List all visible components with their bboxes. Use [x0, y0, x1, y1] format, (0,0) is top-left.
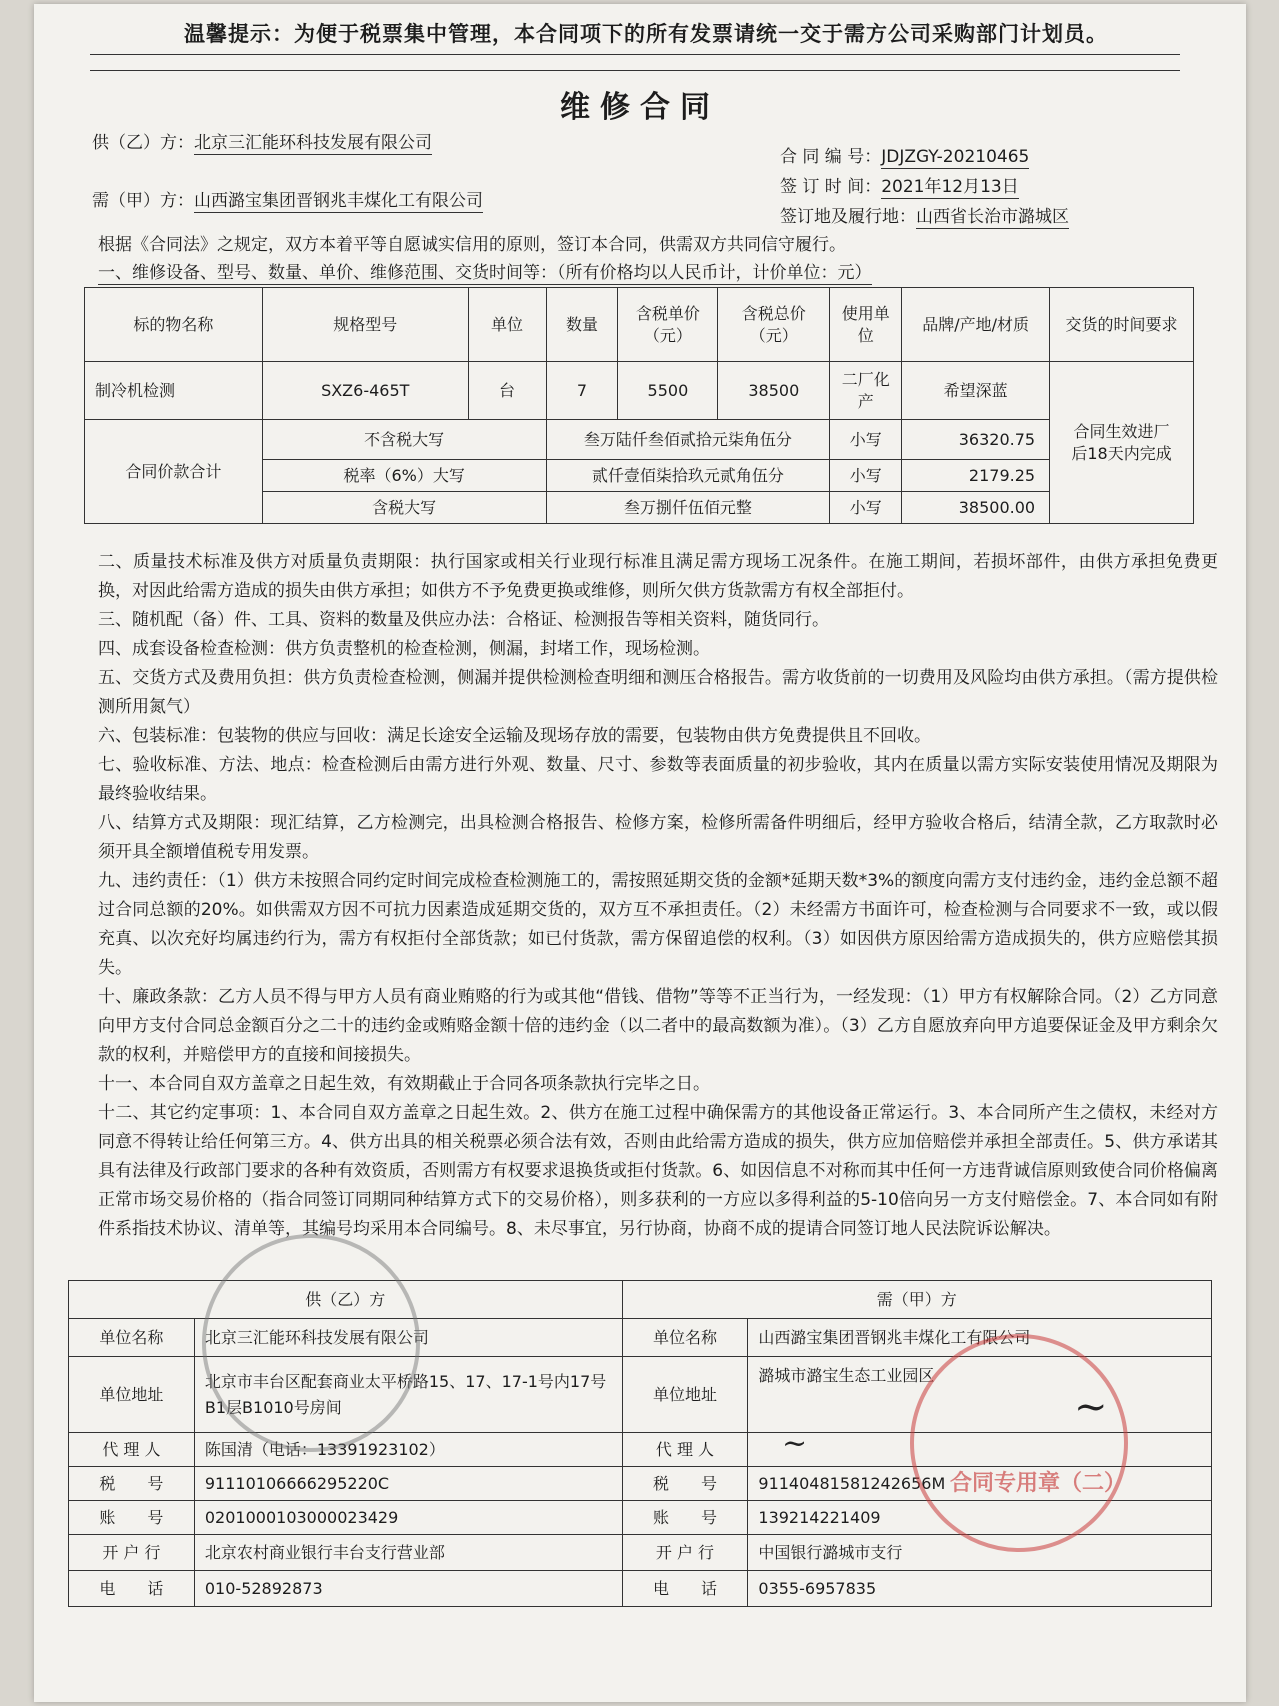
sum-excl-tax: 36320.75: [902, 420, 1050, 460]
item-model: SXZ6-465T: [262, 362, 468, 420]
buyer-seal-text: 合同专用章（二）: [950, 1471, 1127, 1496]
buyer-company: 山西潞宝集团晋钢兆丰煤化工有限公司: [748, 1319, 1212, 1357]
supplier-header: 供（乙）方: [69, 1281, 623, 1319]
clause-7: 七、验收标准、方法、地点：检查检测后由需方进行外观、数量、尺寸、参数等表面质量的初步验收，其内在质量以需方实际安装使用情况及期限为最终验收结果。: [98, 755, 1218, 804]
small-label: 小写: [830, 460, 902, 492]
label-tax-id: 税 号: [622, 1467, 748, 1501]
contract-page: [34, 4, 1246, 1702]
buyer-seal-icon: [910, 1334, 1128, 1552]
label-address: 单位地址: [622, 1357, 748, 1433]
label-bank: 开 户 行: [69, 1535, 195, 1571]
sign-date: 签 订 时 间：2021年12月13日: [780, 177, 1019, 197]
sign-place: 签订地及履行地：山西省长治市潞城区: [780, 207, 1069, 227]
header-dept: 使用单位: [830, 288, 902, 362]
tax-notice: 温馨提示：为便于税票集中管理，本合同项下的所有发票请统一交于需方公司采购部门计划员。: [184, 22, 1108, 46]
item-unit-price: 5500: [618, 362, 718, 420]
contract-sum-label: 合同价款合计: [85, 420, 263, 524]
supplier-address: 北京市丰台区配套商业太平桥路15、17、17-1号内17号B1层B1010号房间: [194, 1357, 622, 1433]
sum-words-tax: 贰仟壹佰柒拾玖元贰角伍分: [546, 460, 830, 492]
label-company: 单位名称: [69, 1319, 195, 1357]
label-account: 账 号: [622, 1501, 748, 1535]
buyer-line: 需（甲）方：山西潞宝集团晋钢兆丰煤化工有限公司: [92, 191, 483, 211]
clause-2: 二、质量技术标准及供方对质量负责期限：执行国家或相关行业现行标准且满足需方现场工况条件。在施工期间，若损坏部件，由供方承担免费更换，对因此给需方造成的损失由供方承担；如供方不予免费更换或维修，则所欠供方货款需方有权全部拒付。: [98, 552, 1218, 601]
header-total: 含税总价（元）: [718, 288, 830, 362]
header-unit-price: 含税单价（元）: [618, 288, 718, 362]
supplier-agent: 陈国清（电话：13391923102）: [194, 1433, 622, 1467]
header-qty: 数量: [546, 288, 618, 362]
clause-6: 六、包装标准：包装物的供应与回收：满足长途安全运输及现场存放的需要，包装物由供方免费提供且不回收。: [98, 726, 931, 746]
label-address: 单位地址: [69, 1357, 195, 1433]
label-phone: 电 话: [622, 1571, 748, 1607]
clause-5: 五、交货方式及费用负担：供方负责检查检测，侧漏并提供检测检查明细和测压合格报告。需方收货前的一切费用及风险均由供方承担。（需方提供检测所用氮气）: [98, 668, 1218, 717]
label-account: 账 号: [69, 1501, 195, 1535]
sum-incl-tax: 38500.00: [902, 492, 1050, 524]
section-1-title: 一、维修设备、型号、数量、单价、维修范围、交货时间等：（所有价格均以人民币计，计价单位：元）: [98, 263, 872, 283]
item-qty: 7: [546, 362, 618, 420]
item-unit: 台: [468, 362, 546, 420]
item-total: 38500: [718, 362, 830, 420]
label-agent: 代 理 人: [622, 1433, 748, 1467]
buyer-tax-id: 91140481581242656M: [748, 1467, 1212, 1501]
sum-words-excl-tax: 叁万陆仟叁佰贰拾元柒角伍分: [546, 420, 830, 460]
clause-4: 四、成套设备检查检测：供方负责整机的检查检测，侧漏，封堵工作，现场检测。: [98, 639, 710, 659]
label-company: 单位名称: [622, 1319, 748, 1357]
small-label: 小写: [830, 420, 902, 460]
contract-number: 合 同 编 号：JDJZGY-20210465: [780, 147, 1030, 167]
supplier-phone: 010-52892873: [194, 1571, 622, 1607]
clause-9: 九、违约责任：（1）供方未按照合同约定时间完成检查检测施工的，需按照延期交货的金额*延期天数*3%的额度向需方支付违约金，违约金总额不超过合同总额的20%。如供需双方因不可抗力因素造成延期交货的，双方互不承担责任。（2）未经需方书面许可，检查检测与合同要求不一致，或以假充真、以次充好均属违约行为，需方有权拒付全部货款；如已付货款，需方保留追偿的权利。（3）如因供方原因给需方造成损失的，供方应赔偿其损失。: [98, 871, 1218, 978]
buyer-address: 潞城市潞宝生态工业园区: [748, 1357, 1212, 1433]
label-tax-id: 税 号: [69, 1467, 195, 1501]
sum-label-incl-tax: 含税大写: [262, 492, 546, 524]
header-delivery: 交货的时间要求: [1050, 288, 1194, 362]
label-phone: 电 话: [69, 1571, 195, 1607]
supplier-bank: 北京农村商业银行丰台支行营业部: [194, 1535, 622, 1571]
buyer-phone: 0355-6957835: [748, 1571, 1212, 1607]
divider: [90, 54, 1180, 55]
header-brand: 品牌/产地/材质: [902, 288, 1050, 362]
supplier-account: 0201000103000023429: [194, 1501, 622, 1535]
supplier-line: 供（乙）方：北京三汇能环科技发展有限公司: [92, 133, 432, 153]
clause-11: 十一、本合同自双方盖章之日起生效，有效期截止于合同各项条款执行完毕之日。: [98, 1074, 710, 1094]
label-agent: 代 理 人: [69, 1433, 195, 1467]
supplier-seal-icon: [202, 1234, 420, 1452]
clause-3: 三、随机配（备）件、工具、资料的数量及供应办法：合格证、检测报告等相关资料，随货同行。: [98, 610, 829, 630]
sum-label-tax: 税率（6%）大写: [262, 460, 546, 492]
divider: [90, 70, 1180, 71]
contract-title: 维修合同: [560, 90, 720, 125]
label-bank: 开 户 行: [622, 1535, 748, 1571]
clause-12: 十二、其它约定事项：1、本合同自双方盖章之日起生效。2、供方在施工过程中确保需方的其他设备正常运行。3、本合同所产生之债权，未经对方同意不得转让给任何第三方。4、供方出具的相关税票必须合法有效，否则由此给需方造成的损失，供方应加倍赔偿并承担全部责任。5、供方承诺其具有法律及行政部门要求的各种有效资质，否则需方有权要求退换货或拒付货款。6、如因信息不对称而其中任何一方违背诚信原则致使合同价格偏离正常市场交易价格的（指合同签订同期同种结算方式下的交易价格），则多获利的一方应以多得利益的5-10倍向另一方支付赔偿金。7、本合同如有附件系指技术协议、清单等，其编号均采用本合同编号。8、未尽事宜，另行协商，协商不成的提请合同签订地人民法院诉讼解决。: [98, 1103, 1218, 1239]
header-model: 规格型号: [262, 288, 468, 362]
sum-label-excl-tax: 不含税大写: [262, 420, 546, 460]
intro-text: 根据《合同法》之规定，双方本着平等自愿诚实信用的原则，签订本合同，供需双方共同信守履行。: [98, 235, 846, 255]
supplier-tax-id: 91110106666295220C: [194, 1467, 622, 1501]
buyer-bank: 中国银行潞城市支行: [748, 1535, 1212, 1571]
small-label: 小写: [830, 492, 902, 524]
header-name: 标的物名称: [85, 288, 263, 362]
legal-rep-signature-icon: ~: [1074, 1384, 1108, 1430]
agent-signature-icon: ~: [782, 1426, 808, 1461]
item-brand: 希望深蓝: [902, 362, 1050, 420]
sum-words-incl-tax: 叁万捌仟伍佰元整: [546, 492, 830, 524]
delivery-requirement: 合同生效进厂后18天内完成: [1050, 362, 1194, 524]
header-unit: 单位: [468, 288, 546, 362]
item-dept: 二厂化产: [830, 362, 902, 420]
item-table: [84, 287, 1194, 524]
buyer-header: 需（甲）方: [622, 1281, 1211, 1319]
buyer-account: 139214221409: [748, 1501, 1212, 1535]
item-name: 制冷机检测: [85, 362, 263, 420]
clause-8: 八、结算方式及期限：现汇结算，乙方检测完，出具检测合格报告、检修方案，检修所需备件明细后，经甲方验收合格后，结清全款，乙方取款时必须开具全额增值税专用发票。: [98, 813, 1218, 862]
supplier-company: 北京三汇能环科技发展有限公司: [194, 1319, 622, 1357]
clause-10: 十、廉政条款：乙方人员不得与甲方人员有商业贿赂的行为或其他“借钱、借物”等等不正当行为，一经发现：（1）甲方有权解除合同。（2）乙方同意向甲方支付合同总金额百分之二十的违约金或贿赂金额十倍的违约金（以二者中的最高数额为准）。（3）乙方自愿放弃向甲方追要保证金及甲方剩余欠款的权利，并赔偿甲方的直接和间接损失。: [98, 987, 1218, 1065]
sum-tax: 2179.25: [902, 460, 1050, 492]
